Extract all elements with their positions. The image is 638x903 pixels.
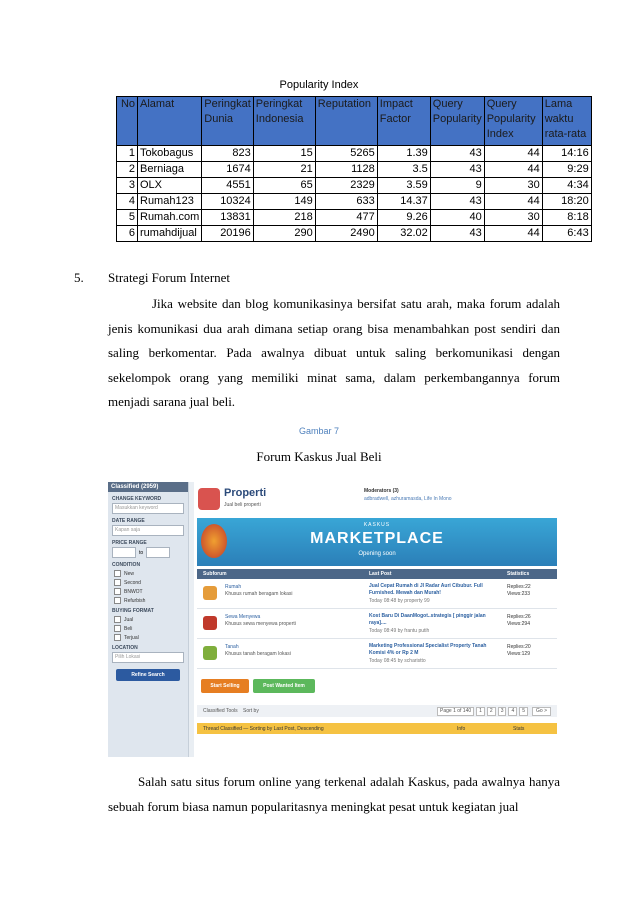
replies-count: Replies:22 — [507, 584, 531, 590]
format-terjual[interactable] — [114, 634, 182, 641]
table-row — [117, 226, 592, 242]
thread-sort-label: Thread Classified — Sorting by Last Post, Descending — [203, 726, 324, 732]
subforum-row[interactable] — [197, 579, 557, 609]
header-alamat: Alamat — [138, 97, 202, 146]
subforum-icon — [203, 646, 217, 660]
table-cell: 823 — [202, 146, 253, 162]
col-info: Info — [457, 726, 466, 732]
table-cell: 30 — [484, 178, 542, 194]
condition-refurbish[interactable] — [114, 597, 182, 604]
buying-format-label: BUYING FORMAT — [112, 608, 154, 614]
views-count: Views:129 — [507, 651, 530, 657]
table-cell: 1 — [117, 146, 138, 162]
condition-bnwot[interactable] — [114, 588, 182, 595]
table-cell: 4:34 — [542, 178, 591, 194]
subforum-icon — [203, 586, 217, 600]
table-cell: 13831 — [202, 210, 253, 226]
checkbox-icon — [114, 625, 121, 632]
page-5[interactable]: 5 — [519, 707, 528, 716]
header-query-popularity: Query Popularity — [430, 97, 484, 146]
table-cell: 65 — [253, 178, 315, 194]
table-cell: 6 — [117, 226, 138, 242]
start-selling-button[interactable]: Start Selling — [201, 679, 249, 693]
last-post-link[interactable]: Jual Cepat Rumah di Jl Radar Auri Cibubur. Full Furnished. Mewah dan Murah! — [369, 583, 483, 596]
paragraph-forum: Jika website dan blog komunikasinya bersifat satu arah, maka forum adalah jenis komunikasi dua arah dimana setiap orang bisa menambahkan post sendiri dan saling berkomentar. Pada awalnya dibuat untuk saling berkomunikasi dengan sekelompok orang yang memiliki minat sama, dalam perkembangannya forum menjadi sarana jual beli. — [108, 296, 560, 409]
table-cell: 5265 — [315, 146, 377, 162]
table-cell: 2490 — [315, 226, 377, 242]
checkbox-icon — [114, 588, 121, 595]
section-number: 5. — [74, 270, 84, 285]
condition-label: CONDITION — [112, 562, 141, 568]
table-cell: 21 — [253, 162, 315, 178]
col-statistics: Statistics — [507, 571, 530, 577]
table-cell: 43 — [430, 226, 484, 242]
sort-by-menu[interactable]: Sort by — [243, 708, 259, 714]
subforum-desc: Khusus sewa menyewa properti — [225, 621, 296, 627]
table-cell: 14:16 — [542, 146, 591, 162]
price-min-input[interactable] — [112, 547, 136, 558]
page-2[interactable]: 2 — [487, 707, 496, 716]
col-stats: Stats — [513, 726, 525, 732]
table-cell: 2329 — [315, 178, 377, 194]
thread-toolbar — [197, 705, 557, 717]
price-to-label: to — [139, 549, 144, 556]
col-last-post: Last Post — [369, 571, 392, 577]
table-cell: 4551 — [202, 178, 253, 194]
refine-search-button[interactable]: Refine Search — [116, 669, 180, 681]
table-cell: 43 — [430, 162, 484, 178]
checkbox-icon — [114, 579, 121, 586]
pagination — [437, 707, 528, 716]
figure-title: Forum Kaskus Jual Beli — [256, 449, 382, 464]
forum-main — [194, 482, 560, 757]
table-cell: OLX — [138, 178, 202, 194]
last-post-by: Today 08:49 by frantu putih — [369, 628, 430, 634]
price-max-input[interactable] — [146, 547, 170, 558]
table-cell: 149 — [253, 194, 315, 210]
subforum-stats — [507, 614, 531, 628]
checkbox-icon — [114, 616, 121, 623]
table-cell: 15 — [253, 146, 315, 162]
col-subforum: Subforum — [203, 571, 227, 577]
table-cell: 44 — [484, 162, 542, 178]
table-cell: 6:43 — [542, 226, 591, 242]
table-cell: rumahdijual — [138, 226, 202, 242]
table-cell: 9 — [430, 178, 484, 194]
table-row — [117, 146, 592, 162]
table-header-row — [117, 97, 592, 146]
banner-title: MARKETPLACE — [310, 530, 444, 547]
last-post-link[interactable]: Marketing Professional Specialist Property Tanah Komisi 4% or Rp 2 M — [369, 643, 487, 656]
table-cell: 44 — [484, 194, 542, 210]
table-cell: 1674 — [202, 162, 253, 178]
table-cell: 2 — [117, 162, 138, 178]
table-cell: 633 — [315, 194, 377, 210]
header-no: No — [117, 97, 138, 146]
header-peringkat-dunia: Peringkat Dunia — [202, 97, 253, 146]
views-count: Views:233 — [507, 591, 530, 597]
format-jual-label: Jual — [124, 616, 134, 623]
subforum-stats — [507, 584, 531, 598]
date-range-label: DATE RANGE — [112, 518, 145, 524]
thread-sort-bar — [197, 723, 557, 734]
header-impact-factor: Impact Factor — [377, 97, 430, 146]
table-cell: 1128 — [315, 162, 377, 178]
format-jual[interactable] — [114, 616, 182, 623]
table-cell: 3.5 — [377, 162, 430, 178]
page-1[interactable]: 1 — [476, 707, 485, 716]
table-cell: 477 — [315, 210, 377, 226]
page-4[interactable]: 4 — [508, 707, 517, 716]
table-cell: 8:18 — [542, 210, 591, 226]
table-cell: 1.39 — [377, 146, 430, 162]
marketplace-banner — [197, 518, 557, 566]
forum-header — [194, 482, 560, 518]
last-post-by: Today 08:45 by scharistto — [369, 658, 426, 664]
keyword-input[interactable]: Masukkan keyword — [112, 503, 184, 514]
subforum-row[interactable] — [197, 609, 557, 639]
header-query-popularity-index: Query Popularity Index — [484, 97, 542, 146]
table-cell: 5 — [117, 210, 138, 226]
condition-new[interactable] — [114, 570, 182, 577]
next-page-button[interactable]: Go > — [532, 707, 551, 716]
post-wanted-button[interactable]: Post Wanted Item — [253, 679, 315, 693]
house-icon — [198, 488, 220, 510]
checkbox-icon — [114, 597, 121, 604]
subforum-row[interactable] — [197, 639, 557, 669]
section-title: Strategi Forum Internet — [108, 270, 231, 285]
banner-kaskus: KASKUS — [363, 522, 391, 528]
banner-subtitle: Opening soon — [358, 551, 396, 557]
table-cell: Rumah.com — [138, 210, 202, 226]
table-row — [117, 210, 592, 226]
figure-label: Gambar 7 — [298, 426, 340, 436]
checkbox-icon — [114, 570, 121, 577]
table-row — [117, 162, 592, 178]
format-beli-label: Beli — [124, 625, 133, 632]
table-cell: 4 — [117, 194, 138, 210]
location-label: LOCATION — [112, 645, 138, 651]
price-range-label: PRICE RANGE — [112, 540, 147, 546]
classified-tools-menu[interactable]: Classified Tools — [203, 708, 238, 714]
format-terjual-label: Terjual — [124, 634, 139, 641]
table-cell: 9.26 — [377, 210, 430, 226]
subforum-stats — [507, 644, 531, 658]
condition-bnwot-label: BNWOT — [124, 588, 143, 595]
table-cell: 40 — [430, 210, 484, 226]
table-cell: Rumah123 — [138, 194, 202, 210]
header-peringkat-indonesia: Peringkat Indonesia — [253, 97, 315, 146]
subforum-name[interactable]: Rumah — [225, 584, 242, 590]
replies-count: Replies:26 — [507, 614, 531, 620]
moderators-list[interactable]: adbradwell, azhuramasda, Life In Mono — [364, 496, 452, 502]
table-cell: 3 — [117, 178, 138, 194]
subforum-icon — [203, 616, 217, 630]
table-cell: 43 — [430, 194, 484, 210]
table-row — [117, 178, 592, 194]
header-reputation: Reputation — [315, 97, 377, 146]
replies-count: Replies:20 — [507, 644, 531, 650]
classified-count: Classified (2959) — [108, 482, 188, 492]
subforum-desc: Khusus rumah beragam lokasi — [225, 591, 293, 597]
format-beli[interactable] — [114, 625, 182, 632]
last-post-by: Today 08:48 by property 99 — [369, 598, 430, 604]
table-cell: 3.59 — [377, 178, 430, 194]
forum-subtitle: Jual beli properti — [224, 502, 261, 508]
condition-second[interactable] — [114, 579, 182, 586]
table-cell: 32.02 — [377, 226, 430, 242]
filter-sidebar — [108, 482, 189, 757]
table-cell: 30 — [484, 210, 542, 226]
table-cell: 9:29 — [542, 162, 591, 178]
subforum-desc: Khusus tanah beragam lokasi — [225, 651, 291, 657]
table-cell: 43 — [430, 146, 484, 162]
location-select[interactable]: Pilih Lokasi — [112, 652, 184, 663]
subforum-header — [197, 569, 557, 579]
condition-refurbish-label: Refurbish — [124, 597, 146, 604]
table-cell: 18:20 — [542, 194, 591, 210]
forum-title[interactable]: Properti — [224, 487, 267, 499]
table-cell: 14.37 — [377, 194, 430, 210]
last-post-link[interactable]: Kost Baru Di DaanMogot..strategis [ pinggir jalan raya].... — [369, 613, 486, 626]
page-3[interactable]: 3 — [498, 707, 507, 716]
header-lama-waktu: Lama waktu rata-rata — [542, 97, 591, 146]
action-bar — [197, 679, 557, 693]
table-cell: Berniaga — [138, 162, 202, 178]
moderators-label: Moderators (3) — [364, 488, 399, 494]
price-range-inputs — [112, 547, 184, 558]
table-cell: 44 — [484, 226, 542, 242]
views-count: Views:294 — [507, 621, 530, 627]
table-cell: 44 — [484, 146, 542, 162]
checkbox-icon — [114, 634, 121, 641]
table-cell: 290 — [253, 226, 315, 242]
date-range-select[interactable]: Kapan saja — [112, 525, 184, 536]
table-cell: Tokobagus — [138, 146, 202, 162]
kaskus-screenshot — [108, 482, 560, 757]
table-cell: 20196 — [202, 226, 253, 242]
table-caption: Popularity Index — [279, 79, 359, 91]
paragraph-kaskus: Salah satu situs forum online yang terkenal adalah Kaskus, pada awalnya hanya sebuah forum biasa namun popularitasnya meningkat pesat untuk kegiatan jual — [108, 774, 560, 814]
subforum-name[interactable]: Tanah — [225, 644, 239, 650]
table-row — [117, 194, 592, 210]
popularity-table — [116, 96, 592, 242]
page-of-label: Page 1 of 140 — [437, 707, 474, 716]
subforum-name[interactable]: Sewa Menyewa — [225, 614, 261, 620]
condition-new-label: New — [124, 570, 135, 577]
condition-second-label: Second — [124, 579, 141, 586]
table-cell: 218 — [253, 210, 315, 226]
table-cell: 10324 — [202, 194, 253, 210]
change-keyword-label: CHANGE KEYWORD — [112, 496, 162, 502]
